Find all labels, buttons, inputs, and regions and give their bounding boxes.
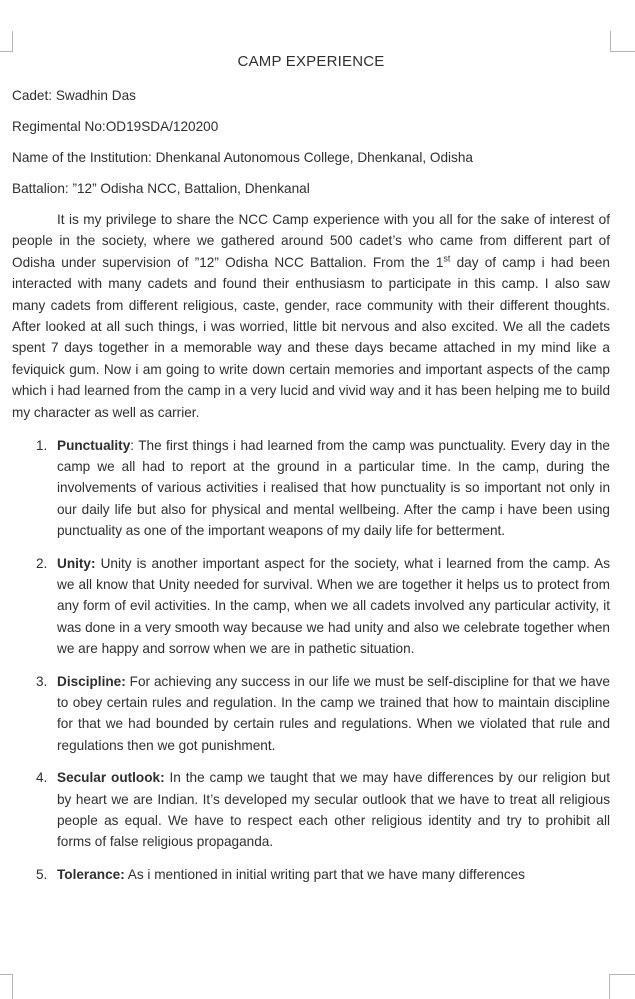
meta-regimental-no: Regimental No:OD19SDA/120200 [12,119,219,134]
list-item-secular-outlook [12,767,610,853]
list-item-label: Discipline: [57,673,126,689]
list-item-body: In the camp we taught that we may have differences by our religion but by heart we are Indian. It’s developed my secular outlook that we have to treat all religious people as equal. We have to respect each other religious identity and try to prohibit all forms of false religious propaganda. [57,770,610,850]
meta-cadet: Cadet: Swadhin Das [12,88,136,103]
list-item-tolerance [12,864,610,885]
intro-paragraph [12,209,610,423]
page-corner-mark-bottom-right [609,974,635,999]
list-item-label: Tolerance: [57,866,125,882]
document-title: CAMP EXPERIENCE [237,53,385,70]
list-item-label: Punctuality [57,437,131,453]
page-corner-mark-bottom-left [0,974,13,999]
meta-battalion: Battalion: ”12” Odisha NCC, Battalion, Dhenkanal [12,181,310,196]
numbered-list [12,435,610,886]
list-item-body: For achieving any success in our life we must be self-discipline for that we have to obey certain rules and regulation. In the camp we trained that how to maintain discipline for that we had bounded by certain rules and regulations. When we violated that rule and regulations then we got punishment. [57,673,610,753]
meta-institution: Name of the Institution: Dhenkanal Autonomous College, Dhenkanal, Odisha [12,150,473,165]
list-item-text [57,864,610,885]
intro-text-part2: day of camp i had been interacted with many cadets and found their enthusiasm to participate in this camp. I also saw many cadets from different religious, caste, gender, race community with their different thoughts. After looked at all such things, i was worried, little bit nervous and also excited. We all the cadets spent 7 days together in a memorable way and these days became attached in my mind like a feviquick gum. Now i am going to write down certain memories and important aspects of the camp which i had learned from the camp in a very lucid and vivid way and it has been helping me to build my character as well as carrier. [12,254,610,420]
list-item-text [57,435,610,542]
list-item-body: As i mentioned in initial writing part that we have many differences [124,866,525,882]
list-item-discipline [12,671,610,757]
list-item-body: Unity is another important aspect for the society, what i learned from the camp. As we all know that Unity needed for survival. When we are together it helps us to protect from any form of evil activities. In the camp, when we all cadets involved any particular activity, it was done in a very smooth way because we had unity and also we celebrate together when we are happy and sorrow when we are in pathetic situation. [57,555,610,657]
list-item-unity [12,553,610,660]
superscript-ordinal: st [443,253,451,264]
list-number: 2. [36,555,48,571]
list-number: 3. [36,673,48,689]
list-item-body: : The first things i had learned from the camp was punctuality. Every day in the camp we all had to report at the ground in a particular time. In the camp, during the involvements of various activities i realised that how punctuality is so important not only in our daily life but also for physical and mental wellbeing. After the camp i have been using punctuality as one of the important weapons of my daily life for betterment. [57,437,610,539]
list-number: 4. [36,770,48,786]
list-item-text [57,671,610,757]
list-item-text [57,767,610,853]
list-item-punctuality [12,435,610,542]
intro-text-part1: It is my privilege to share the NCC Camp experience with you all for the sake of interest of people in the society, where we gathered around 500 cadet’s who came from different part of Odisha under supervision of ”12” Odisha NCC Battalion. From the 1 [12,212,610,270]
list-number: 1. [36,437,48,453]
list-item-text [57,553,610,660]
list-item-label: Unity: [57,555,96,571]
list-item-label: Secular outlook: [57,770,165,786]
list-number: 5. [36,866,48,882]
